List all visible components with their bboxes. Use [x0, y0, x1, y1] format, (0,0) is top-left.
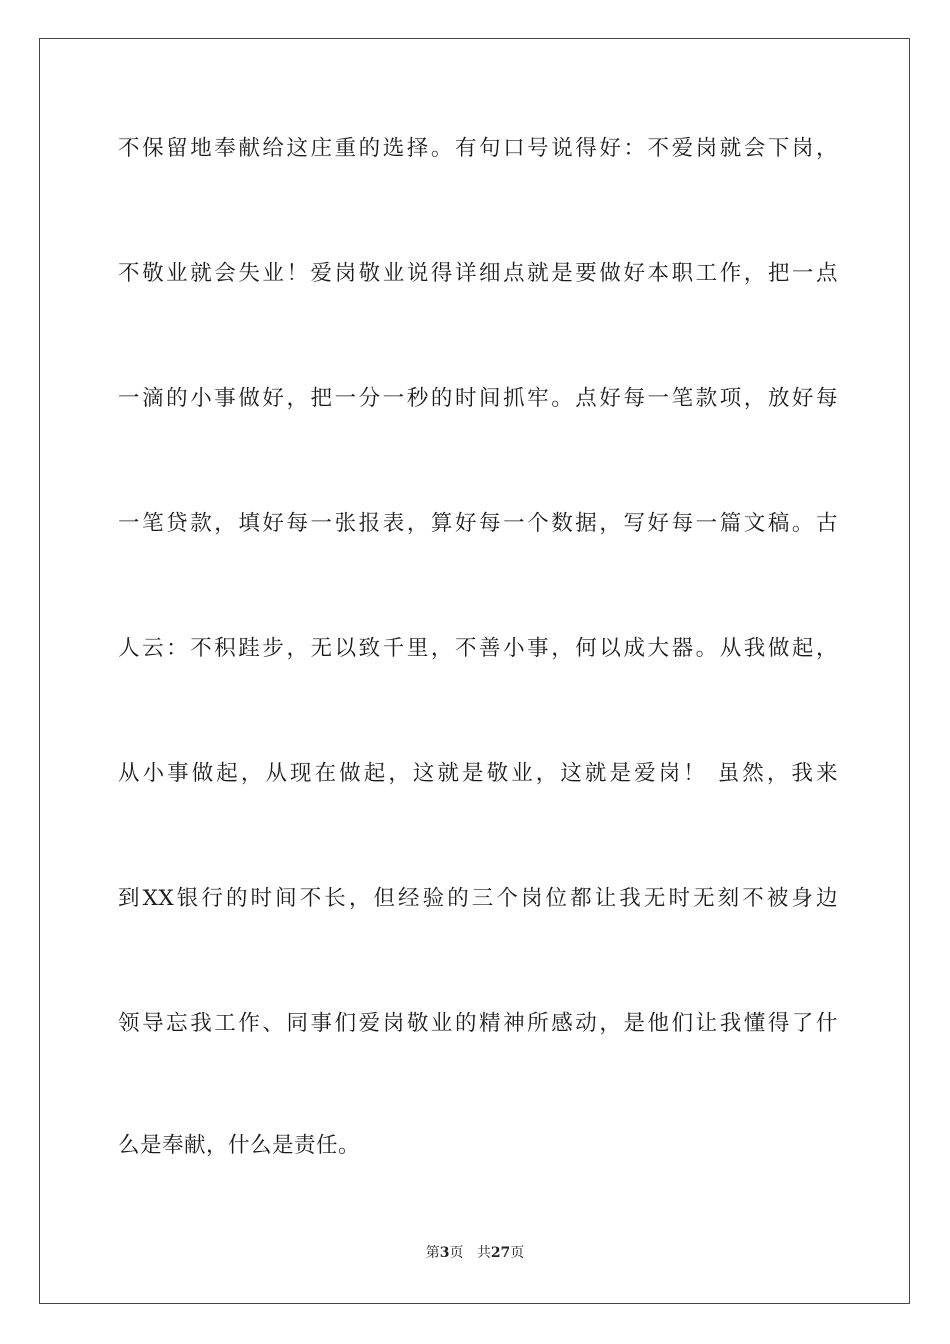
total-suffix: 页: [510, 1245, 525, 1261]
total-prefix: 共: [476, 1245, 491, 1261]
paragraph-line: 从小事做起，从现在做起，这就是敬业，这就是爱岗！ 虽然，我来: [118, 761, 838, 786]
paragraph-line: 到XX银行的时间不长，但经验的三个岗位都让我无时无刻不被身边: [118, 886, 838, 911]
paragraph-line: 领导忘我工作、同事们爱岗敬业的精神所感动，是他们让我懂得了什: [118, 1011, 838, 1036]
page-border: [39, 38, 910, 1304]
paragraph-line: 人云：不积跬步，无以致千里，不善小事，何以成大器。从我做起，: [118, 636, 838, 661]
page-footer: [0, 1244, 950, 1262]
paragraph-line: 不保留地奉献给这庄重的选择。有句口号说得好：不爱岗就会下岗，: [118, 136, 838, 161]
paragraph-line: 不敬业就会失业！爱岗敬业说得详细点就是要做好本职工作，把一点: [118, 261, 838, 286]
paragraph-line: 一笔贷款，填好每一张报表，算好每一个数据，写好每一篇文稿。古: [118, 511, 838, 536]
paragraph-line: 一滴的小事做好，把一分一秒的时间抓牢。点好每一笔款项，放好每: [118, 386, 838, 411]
total-page-count: 27: [490, 1245, 511, 1261]
current-page-number: 3: [439, 1245, 450, 1261]
paragraph-line: 么是奉献，什么是责任。: [118, 1133, 361, 1158]
page-suffix: 页: [449, 1245, 464, 1261]
page-prefix: 第: [425, 1245, 440, 1261]
